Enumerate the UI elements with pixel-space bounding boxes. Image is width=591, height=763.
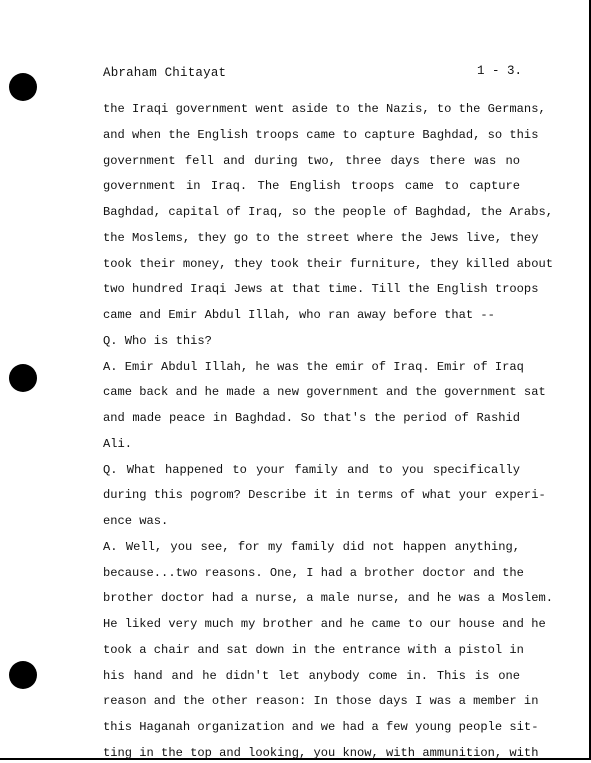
page-number: 1 - 3.	[477, 64, 523, 78]
transcript-line: and when the English troops came to capture Baghdad, so this	[103, 127, 539, 142]
transcript-line: this Haganah organization and we had a few young people sit-	[103, 720, 539, 734]
transcript-line: A. Well, you see, for my family did not happen anything,	[103, 539, 520, 554]
transcript-line: government in Iraq. The English troops came to capture	[103, 179, 520, 194]
transcript-line: came back and he made a new government and the government sat	[103, 385, 546, 400]
transcript-line: reason and the other reason: In those days I was a member in	[103, 694, 539, 709]
transcript-line: A. Emir Abdul Illah, he was the emir of Iraq. Emir of Iraq	[103, 359, 524, 374]
transcript-line: took their money, they took their furniture, they killed about	[103, 256, 553, 271]
punch-hole	[9, 364, 37, 392]
transcript-line: took a chair and sat down in the entrance with a pistol in	[103, 642, 524, 657]
transcript-line: came and Emir Abdul Illah, who ran away before that --	[103, 308, 495, 322]
transcript-line: ting in the top and looking, you know, with ammunition, with	[103, 745, 539, 760]
transcript-line: because...two reasons. One, I had a brother doctor and the	[103, 565, 524, 580]
transcript-line: during this pogrom? Describe it in terms of what your experi-	[103, 488, 546, 503]
transcript-line: the Moslems, they go to the street where the Jews live, they	[103, 230, 539, 245]
transcript-line: Baghdad, capital of Iraq, so the people of Baghdad, the Arabs,	[103, 205, 553, 219]
header-name: Abraham Chitayat	[103, 66, 227, 80]
transcript-line: Q. What happened to your family and to you specifically	[103, 462, 520, 477]
punch-hole	[9, 73, 37, 101]
transcript-line: and made peace in Baghdad. So that's the period of Rashid	[103, 411, 520, 425]
punch-hole	[9, 661, 37, 689]
transcript-line: brother doctor had a nurse, a male nurse, and he was a Moslem.	[103, 591, 553, 606]
transcript-line: ence was.	[103, 514, 169, 528]
transcript-line: his hand and he didn't let anybody come in. This is one	[103, 668, 520, 683]
transcript-line: government fell and during two, three days there was no	[103, 153, 520, 168]
transcript-line: He liked very much my brother and he came to our house and he	[103, 617, 546, 631]
transcript-line: Q. Who is this?	[103, 333, 212, 348]
transcript-line: Ali.	[103, 436, 133, 451]
transcript-line: the Iraqi government went aside to the Nazis, to the Germans,	[103, 102, 546, 116]
transcript-line: two hundred Iraqi Jews at that time. Till the English troops	[103, 282, 539, 297]
